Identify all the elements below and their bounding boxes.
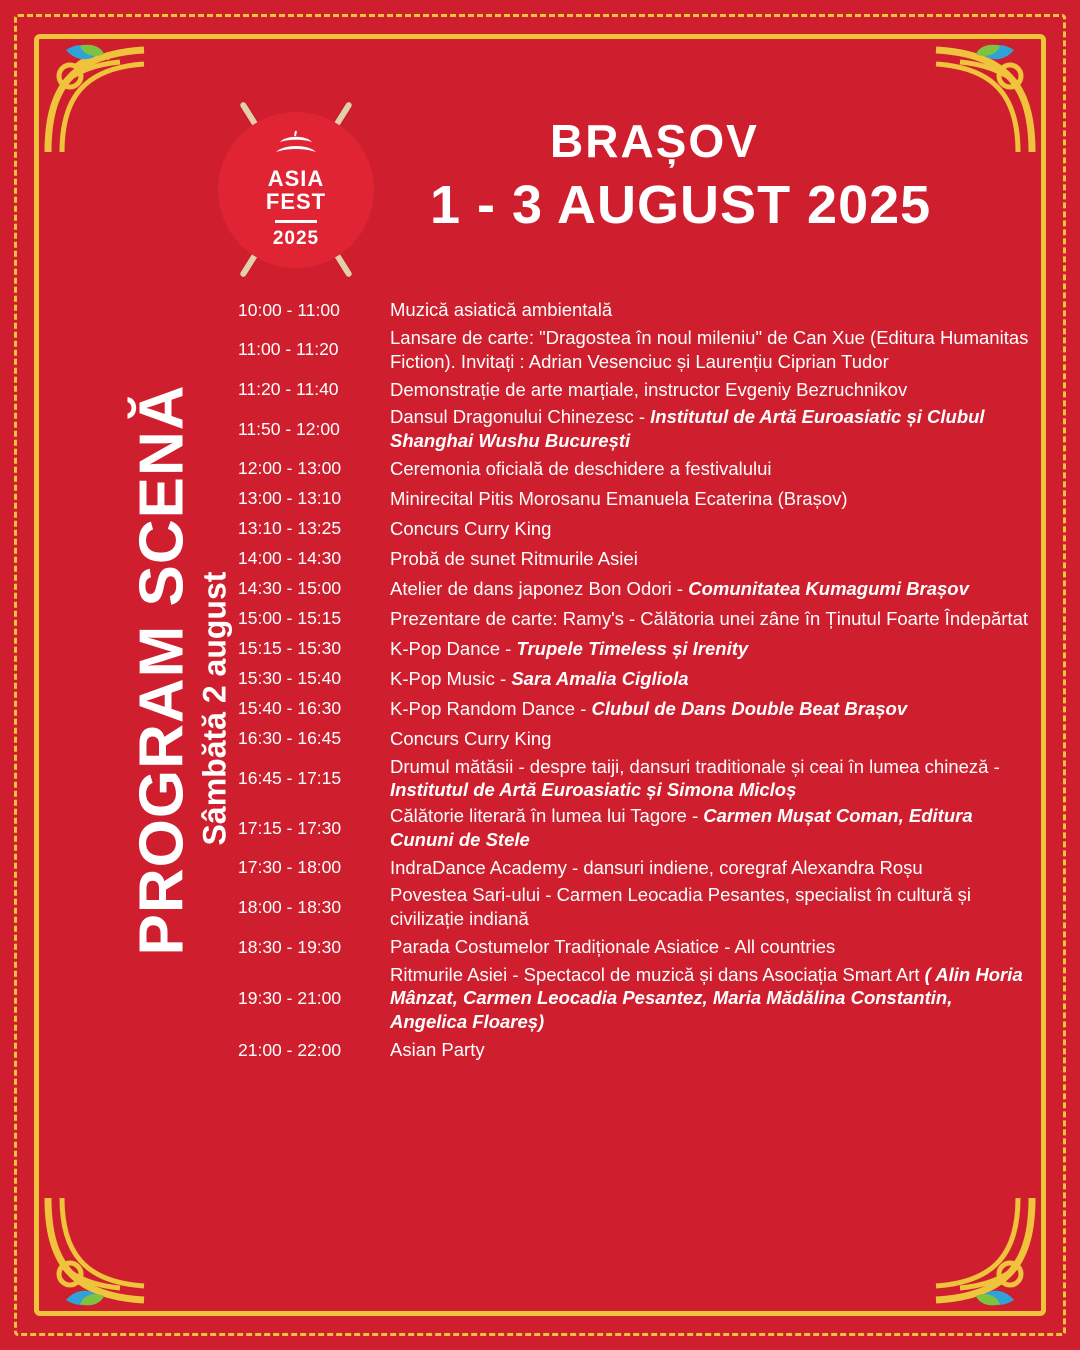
schedule-performer: Clubul de Dans Double Beat Brașov bbox=[591, 697, 908, 719]
schedule-row bbox=[238, 404, 1038, 453]
schedule-row bbox=[238, 664, 1038, 694]
schedule-time: 11:50 - 12:00 bbox=[238, 418, 340, 439]
schedule-time: 12:00 - 13:00 bbox=[238, 458, 342, 479]
schedule-title: IndraDance Academy - dansuri indiene, coregraf Alexandra Roșu bbox=[390, 856, 923, 878]
schedule-performer: Sara Amalia Cigliola bbox=[511, 667, 689, 689]
schedule-time: 11:20 - 11:40 bbox=[238, 379, 339, 400]
schedule-description bbox=[390, 755, 1038, 802]
schedule-row bbox=[238, 882, 1038, 931]
schedule-performer: Carmen Mușat Coman, Editura Cununi de Stele bbox=[390, 805, 973, 850]
schedule-title: Povestea Sari-ului - Carmen Leocadia Pesantes, specialist în cultură și civilizație indiană bbox=[390, 884, 971, 930]
schedule-description bbox=[390, 804, 1038, 851]
schedule-row bbox=[238, 754, 1038, 803]
schedule-time: 15:30 - 15:40 bbox=[238, 668, 342, 689]
schedule-title: Minirecital Pitis Morosanu Emanuela Ecaterina (Brașov) bbox=[390, 487, 848, 509]
schedule-time: 17:15 - 17:30 bbox=[238, 817, 342, 838]
schedule-time: 13:10 - 13:25 bbox=[238, 518, 342, 539]
schedule-performer: Trupele Timeless și Irenity bbox=[516, 637, 749, 659]
pagoda-icon bbox=[274, 130, 318, 161]
schedule-row bbox=[238, 932, 1038, 962]
schedule-title: Lansare de carte: "Dragostea în noul mileniu" de Can Xue (Editura Humanitas Fiction). Invitați : Adrian Vesenciuc și Laurențiu Ciprian Tudor bbox=[390, 327, 1029, 372]
schedule-title: Ritmurile Asiei - Spectacol de muzică și dans Asociația Smart Art bbox=[390, 963, 925, 985]
schedule-time: 10:00 - 11:00 bbox=[238, 299, 340, 320]
schedule-performer: Institutul de Artă Euroasiatic și Clubul Shanghai Wushu București bbox=[390, 406, 985, 452]
schedule-time: 13:00 - 13:10 bbox=[238, 488, 342, 509]
city-title: BRAȘOV bbox=[550, 115, 759, 167]
schedule-row bbox=[238, 544, 1038, 574]
schedule-time: 14:30 - 15:00 bbox=[238, 578, 342, 599]
schedule-time: 15:40 - 16:30 bbox=[238, 698, 342, 719]
schedule-title: K-Pop Music - bbox=[390, 667, 512, 689]
festival-logo bbox=[196, 90, 396, 290]
poster-header bbox=[0, 70, 1080, 290]
schedule-title: Concurs Curry King bbox=[390, 517, 552, 539]
schedule-time: 18:30 - 19:30 bbox=[238, 936, 342, 957]
schedule-time: 11:00 - 11:20 bbox=[238, 339, 339, 360]
schedule-list bbox=[238, 295, 1038, 1065]
schedule-title: Prezentare de carte: Ramy's - Călătoria unei zâne în Ținutul Foarte Îndepărtat bbox=[390, 607, 1028, 629]
schedule-time: 16:45 - 17:15 bbox=[238, 768, 342, 789]
schedule-title: Concurs Curry King bbox=[390, 727, 552, 749]
schedule-performer: Comunitatea Kumagumi Brașov bbox=[688, 577, 969, 599]
logo-line-1: ASIA bbox=[267, 165, 325, 191]
program-vertical-title: PROGRAM SCENĂ bbox=[127, 384, 197, 956]
schedule-row bbox=[238, 454, 1038, 484]
schedule-description bbox=[390, 667, 695, 691]
schedule-description bbox=[390, 298, 618, 322]
schedule-description bbox=[390, 378, 913, 402]
schedule-title: Atelier de dans japonez Bon Odori - bbox=[390, 577, 689, 599]
schedule-row bbox=[238, 514, 1038, 544]
schedule-description bbox=[390, 1038, 491, 1062]
schedule-description bbox=[390, 405, 1038, 452]
schedule-description bbox=[390, 577, 975, 601]
schedule-row bbox=[238, 374, 1038, 404]
schedule-title: Muzică asiatică ambientală bbox=[390, 299, 613, 321]
schedule-row bbox=[238, 803, 1038, 852]
schedule-row bbox=[238, 724, 1038, 754]
schedule-time: 16:30 - 16:45 bbox=[238, 728, 342, 749]
schedule-description bbox=[390, 547, 644, 571]
schedule-title: K-Pop Random Dance - bbox=[390, 697, 592, 719]
schedule-time: 21:00 - 22:00 bbox=[238, 1039, 342, 1060]
schedule-row bbox=[238, 694, 1038, 724]
schedule-description bbox=[390, 727, 557, 751]
program-vertical-subtitle: Sâmbătă 2 august bbox=[196, 571, 233, 846]
schedule-row bbox=[238, 852, 1038, 882]
schedule-row bbox=[238, 325, 1038, 374]
schedule-row bbox=[238, 484, 1038, 514]
schedule-time: 15:00 - 15:15 bbox=[238, 608, 342, 629]
dates-title: 1 - 3 AUGUST 2025 bbox=[430, 175, 932, 235]
title-block bbox=[430, 115, 932, 235]
schedule-description bbox=[390, 935, 841, 959]
logo-badge bbox=[218, 112, 374, 268]
schedule-time: 14:00 - 14:30 bbox=[238, 548, 342, 569]
logo-year: 2025 bbox=[272, 228, 320, 250]
schedule-row bbox=[238, 574, 1038, 604]
schedule-title: Parada Costumelor Tradiționale Asiatice - All countries bbox=[390, 935, 836, 957]
logo-line-2: FEST bbox=[265, 189, 327, 214]
schedule-description bbox=[390, 607, 1034, 631]
schedule-title: K-Pop Dance - bbox=[390, 637, 517, 659]
schedule-title: Probă de sunet Ritmurile Asiei bbox=[390, 547, 638, 569]
schedule-performer: Institutul de Artă Euroasiatic și Simona Micloș bbox=[390, 779, 797, 801]
schedule-title: Demonstrație de arte marțiale, instructor Evgeniy Bezruchnikov bbox=[390, 378, 908, 400]
schedule-time: 18:00 - 18:30 bbox=[238, 896, 342, 917]
schedule-time: 17:30 - 18:00 bbox=[238, 857, 342, 878]
schedule-row bbox=[238, 295, 1038, 325]
schedule-time: 15:15 - 15:30 bbox=[238, 638, 342, 659]
schedule-row bbox=[238, 1035, 1038, 1065]
schedule-row bbox=[238, 634, 1038, 664]
schedule-title: Drumul mătăsii - despre taiji, dansuri traditionale și ceai în lumea chineză - bbox=[390, 755, 1000, 777]
schedule-description bbox=[390, 637, 754, 661]
schedule-performer: ( Alin Horia Mânzat, Carmen Leocadia Pesantez, Maria Mădălina Constantin, Angelica Floareș) bbox=[390, 963, 1023, 1033]
schedule-time: 19:30 - 21:00 bbox=[238, 988, 342, 1009]
logo-divider bbox=[275, 220, 317, 223]
schedule-description bbox=[390, 963, 1038, 1034]
schedule-description bbox=[390, 457, 778, 481]
schedule-description bbox=[390, 326, 1038, 373]
schedule-description bbox=[390, 697, 913, 721]
schedule-description bbox=[390, 883, 1038, 930]
schedule-row bbox=[238, 604, 1038, 634]
schedule-title: Dansul Dragonului Chinezesc - bbox=[390, 406, 651, 428]
schedule-row bbox=[238, 962, 1038, 1035]
schedule-title: Ceremonia oficială de deschidere a festivalului bbox=[390, 457, 772, 479]
schedule-description bbox=[390, 517, 557, 541]
schedule-title: Asian Party bbox=[390, 1038, 485, 1060]
schedule-title: Călătorie literară în lumea lui Tagore - bbox=[390, 805, 704, 827]
schedule-description bbox=[390, 856, 929, 880]
schedule-description bbox=[390, 487, 854, 511]
